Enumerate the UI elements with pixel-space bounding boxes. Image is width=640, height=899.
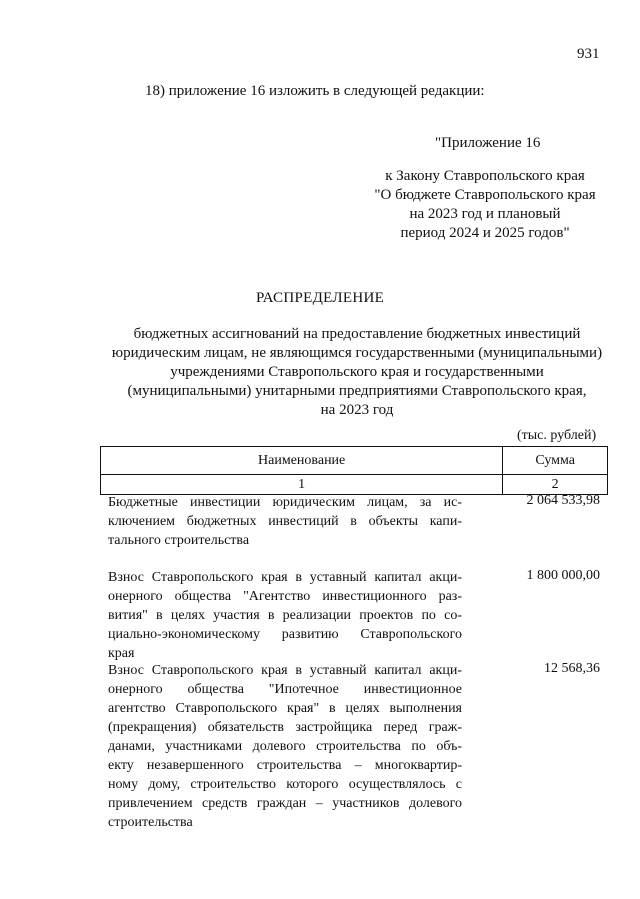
subheading-line: (муниципальными) унитарными предприятиями Ставропольского края,	[127, 383, 587, 399]
row-name-line: привлечением средств граждан – участников долевого	[108, 796, 462, 811]
page-number: 931	[577, 46, 600, 62]
units-label: (тыс. рублей)	[517, 428, 597, 443]
allocation-table-header	[100, 446, 608, 495]
subheading-line: на 2023 год	[320, 402, 394, 418]
row-name	[108, 661, 462, 832]
subheading-line: учреждениями Ставропольского края и государственными	[170, 364, 544, 380]
row-amount: 12 568,36	[544, 661, 600, 676]
appendix-title: "Приложение 16	[435, 135, 541, 151]
subheading-line: юридическим лицам, не являющимся государственными (муниципальными)	[111, 345, 603, 361]
appendix-ref-line: на 2023 год и плановый	[409, 206, 561, 222]
appendix-reference	[360, 167, 610, 243]
row-name	[108, 493, 462, 550]
column-header-amount: Сумма	[503, 447, 608, 475]
row-name-line: ному дому, строительство которого осуществлялось с	[108, 777, 462, 792]
row-name-line: (прекращения) обязательств застройщика перед граж-	[108, 720, 462, 735]
row-name-line: онерного общества "Агентство инвестиционного раз-	[108, 589, 462, 604]
appendix-ref-line: к Закону Ставропольского края	[385, 168, 585, 184]
subheading-line: бюджетных ассигнований на предоставление бюджетных инвестиций	[133, 326, 581, 342]
row-name	[108, 568, 462, 663]
row-name-line: ключением бюджетных инвестиций в объекты капи-	[108, 514, 462, 529]
column-header-name: Наименование	[101, 447, 503, 475]
row-name-line: данами, участниками долевого строительства по объ-	[108, 739, 462, 754]
column-number-1: 1	[101, 475, 503, 495]
column-number-2: 2	[503, 475, 608, 495]
appendix-ref-line: "О бюджете Ставропольского края	[374, 187, 596, 203]
intro-line: 18) приложение 16 изложить в следующей редакции:	[145, 83, 485, 99]
row-name-line: края	[108, 646, 135, 661]
row-amount: 1 800 000,00	[526, 568, 600, 583]
row-name-line: строительства	[108, 815, 193, 830]
row-name-line: циально-экономическому развитию Ставропольского	[108, 627, 462, 642]
row-name-line: онерного общества "Ипотечное инвестиционное	[108, 682, 462, 697]
row-name-line: Взнос Ставропольского края в уставный капитал акци-	[108, 570, 462, 585]
row-name-line: тального строительства	[108, 533, 250, 548]
row-name-line: Взнос Ставропольского края в уставный капитал акци-	[108, 663, 462, 678]
row-amount: 2 064 533,98	[526, 493, 600, 508]
document-subheading	[97, 325, 617, 420]
row-name-line: вития" в целях участия в реализации проектов по со-	[108, 608, 462, 623]
appendix-ref-line: период 2024 и 2025 годов"	[400, 225, 570, 241]
document-heading: РАСПРЕДЕЛЕНИЕ	[255, 290, 385, 306]
row-name-line: агентство Ставропольского края" в целях выполнения	[108, 701, 462, 716]
row-name-line: екту незавершенного строительства – многоквартир-	[108, 758, 462, 773]
row-name-line: Бюджетные инвестиции юридическим лицам, за ис-	[108, 495, 462, 510]
